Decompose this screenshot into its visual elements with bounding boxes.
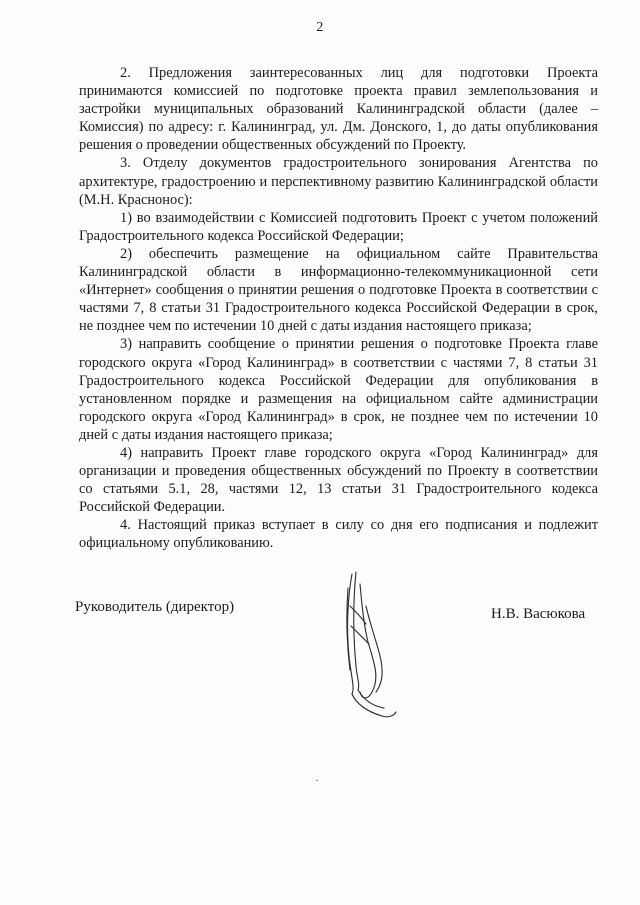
paragraph-subitem-1: 1) во взаимодействии с Комиссией подготовить Проект с учетом положений Градостроительного кодекса Российской Федерации; (79, 209, 598, 244)
signer-name: Н.В. Васюкова (491, 606, 586, 622)
paragraph-subitem-2: 2) обеспечить размещение на официальном сайте Правительства Калининградской области в информационно-телекоммуникационной сети «Интернет» сообщения о принятии решения о подготовке Проекта в соответствии с частями 7, 8 статьи 31 Градостроительного кодекса Российской Федерации в срок, не позднее чем по истечении 10 дней с даты издания настоящего приказа; (79, 245, 598, 335)
signer-position-title: Руководитель (директор) (75, 599, 235, 615)
handwritten-signature-icon (322, 566, 402, 726)
scan-speck (316, 780, 318, 781)
page-number: 2 (316, 20, 324, 35)
paragraph-item-4: 4. Настоящий приказ вступает в силу со дня его подписания и подлежит официальному опубликованию. (79, 517, 598, 552)
paragraph-subitem-4: 4) направить Проект главе городского округа «Город Калининград» для организации и проведения общественных обсуждений по Проекту в соответствии со статьями 5.1, 28, частями 12, 13 статьи 31 Градостроительного кодекса Российской Федерации. (79, 444, 598, 516)
paragraph-subitem-3: 3) направить сообщение о принятии решения о подготовке Проекта главе городского округа «Город Калининград» в соответствии с частями 7, 8 статьи 31 Градостроительного кодекса Российской Федерации для опубликования в установленном порядке и размещения на официальном сайте администрации городского округа «Город Калининград» в срок, не позднее чем по истечении 10 дней с даты издания настоящего приказа; (79, 336, 598, 443)
document-body (79, 64, 598, 553)
paragraph-item-3: 3. Отделу документов градостроительного зонирования Агентства по архитектуре, градостроению и перспективному развитию Калининградской области (М.Н. Краснонос): (79, 155, 598, 208)
paragraph-item-2: 2. Предложения заинтересованных лиц для подготовки Проекта принимаются комиссией по подготовке проекта правил землепользования и застройки муниципальных образований Калининградской области (далее – Комиссия) по адресу: г. Калининград, ул. Дм. Донского, 1, до даты опубликования решения о проведении общественных обсуждений по Проекту. (79, 65, 598, 154)
